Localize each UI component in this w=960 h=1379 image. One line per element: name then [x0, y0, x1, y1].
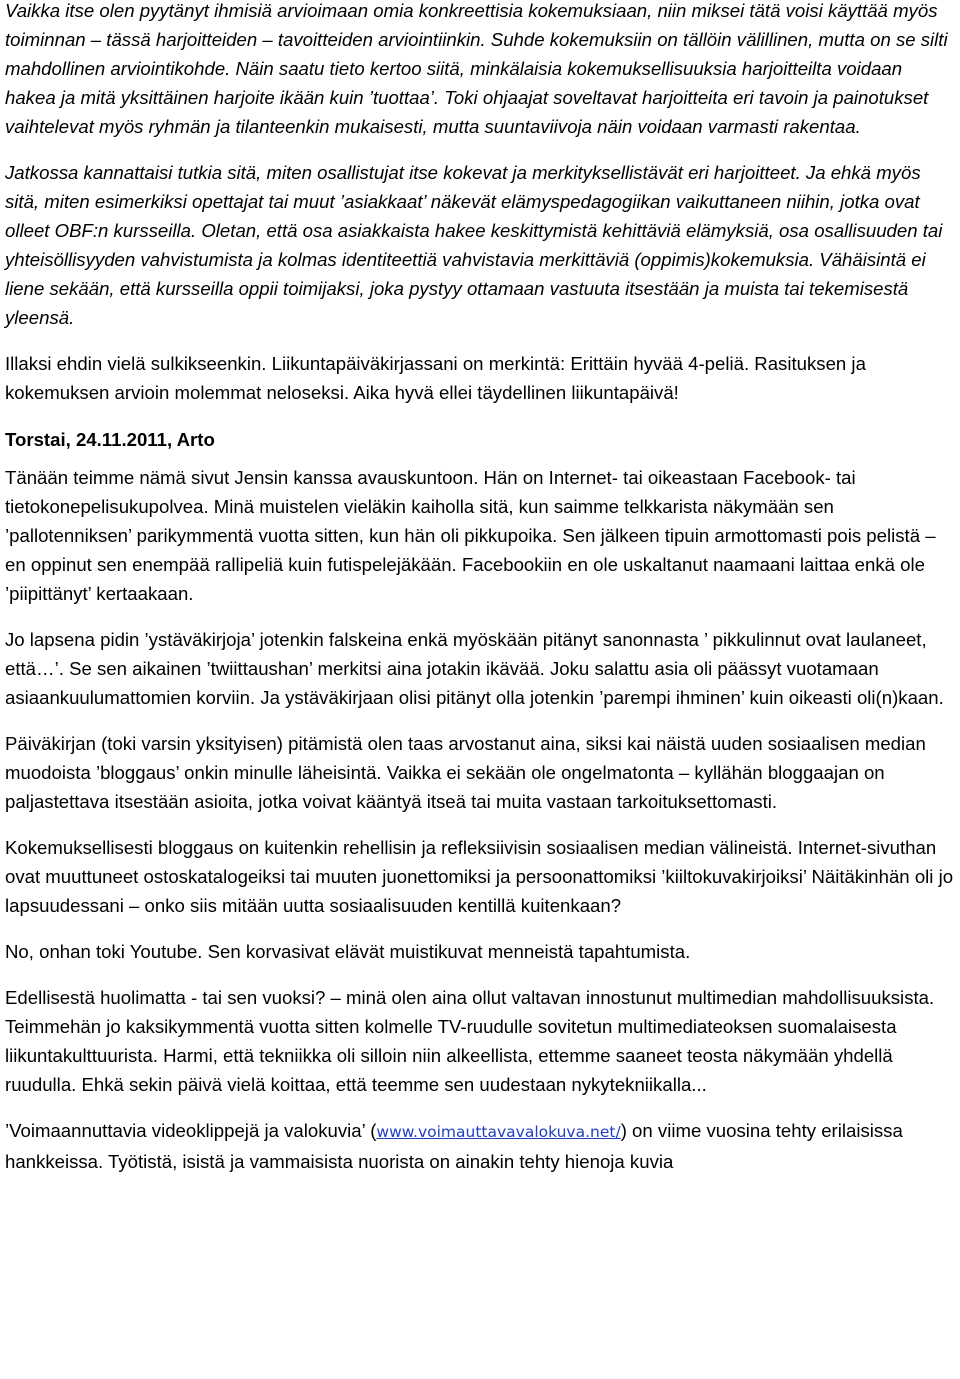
paragraph-text-after-link: ) on viime vuosina tehty erilaisissa hankkeissa. Työtistä, isistä ja vammaisista nuorista on ainakin tehty hienoja kuvia: [5, 1120, 903, 1172]
voimauttava-valokuva-link[interactable]: www.voimauttavavalokuva.net/: [376, 1123, 621, 1141]
paragraph-blogging: Kokemuksellisesti bloggaus on kuitenkin rehellisin ja refleksiivisin sosiaalisen median välineistä. Internet-sivuthan ovat muuttuneet ostoskatalogeiksi tai muuten juonettomiksi ja persoonattomiksi ’kiiltokuvakirjoiksi’ Näitäkinhän oli jo lapsuudessani – onko siis mitään uutta sosiaalisuuden kentillä kuitenkaan?: [5, 837, 954, 916]
paragraph-multimedia: Edellisestä huolimatta - tai sen vuoksi? – minä olen aina ollut valtavan innostunut multimedian mahdollisuuksista. Teimmehän jo kaksikymmentä vuotta sitten kolmelle TV-ruudulle sovitetun multimediateoksen suomalaisesta liikuntakulttuurista. Harmi, että tekniikka oli silloin niin alkeellista, ettemme saaneet teosta näkymään yhdellä ruudulla. Ehkä sekin päivä vielä koittaa, että teemme sen uudestaan nykytekniikalla...: [5, 987, 935, 1095]
paragraph-empowering-videos: [5, 1116, 956, 1176]
paragraph-diary: Päiväkirjan (toki varsin yksityisen) pitämistä olen taas arvostanut aina, siksi kai näistä uuden sosiaalisen median muodoista ’bloggaus’ onkin minulle läheisintä. Vaikka ei sekään ole ongelmatonta – kyllähän bloggaajan on paljastettava itsestään asioita, jotka voivat kääntyä itseä tai muita vastaan tarkoituksettomasti.: [5, 733, 926, 812]
paragraph-badminton: Illaksi ehdin vielä sulkikseenkin. Liikuntapäiväkirjassani on merkintä: Erittäin hyvää 4-peliä. Rasituksen ja kokemuksen arvioin molemmat neloseksi. Aika hyvä ellei täydellinen liikuntapäivä!: [5, 353, 866, 403]
paragraph-self-evaluation: Vaikka itse olen pyytänyt ihmisiä arvioimaan omia konkreettisia kokemuksiaan, niin miksei tätä voisi käyttää myös toiminnan – tässä harjoitteiden – tavoitteiden arviointiinkin. Suhde kokemuksiin on tällöin välillinen, mutta on se silti mahdollinen arviointikohde. Näin saatu tieto kertoo siitä, minkälaisia kokemuksellisuuksia harjoitteilta voidaan hakea ja mitä yksittäinen harjoite ikään kuin ’tuottaa’. Toki ohjaajat soveltavat harjoitteita eri tavoin ja painotukset vaihtelevat myös ryhmän ja tilanteenkin mukaisesti, mutta suuntaviivoja näin voidaan varmasti rakentaa.: [5, 0, 948, 137]
paragraph-friend-books: Jo lapsena pidin ’ystäväkirjoja’ jotenkin falskeina enkä myöskään pitänyt sanonnasta ’ pikkulinnut ovat laulaneet, että…’. Se sen aikainen ’twiittaushan’ merkitsi aina jotakin ikävää. Joku salattu asia oli päässyt vuotamaan asiaankuulumattomien korviin. Ja ystäväkirjaan olisi pitänyt olla jotenkin ’parempi ihminen’ kuin oikeasti oli(n)kaan.: [5, 629, 944, 708]
paragraph-youtube: No, onhan toki Youtube. Sen korvasivat elävät muistikuvat menneistä tapahtumista.: [5, 941, 691, 962]
entry-date-heading: Torstai, 24.11.2011, Arto: [5, 429, 215, 450]
paragraph-site-opening: Tänään teimme nämä sivut Jensin kanssa avauskuntoon. Hän on Internet- tai oikeastaan Facebook- tai tietokonepelisukupolvea. Minä muistelen vieläkin kaiholla sitä, kun saimme telkkarista näkymään sen ’pallotenniksen’ parikymmentä vuotta sitten, kun hän oli pikkupoika. Sen jälkeen tipuin armottomasti pois pelistä – en oppinut sen enempää rallipeliä kuin futispelejäkään. Facebookiin en ole uskaltanut naamaani laittaa enkä ole ’piipittänyt’ kertaakaan.: [5, 467, 936, 604]
paragraph-text-before-link: ’Voimaannuttavia videoklippejä ja valokuvia’ (: [5, 1120, 377, 1141]
paragraph-future-research: Jatkossa kannattaisi tutkia sitä, miten osallistujat itse kokevat ja merkityksellistävät eri harjoitteet. Ja ehkä myös sitä, miten esimerkiksi opettajat tai muut ’asiakkaat’ näkevät elämyspedagogiikan vaikuttaneen niihin, jotka ovat olleet OBF:n kursseilla. Oletan, että osa asiakkaista hakee keskittymistä kehittäviä elämyksiä, osa osallisuuden tai yhteisöllisyyden vahvistumista ja kolmas identiteettiä vahvistavia merkittäviä (oppimis)kokemuksia. Vähäisintä ei liene sekään, että kursseilla oppii toimijaksi, joka pystyy ottamaan vastuuta itsestään ja muista tai tekemisestä yleensä.: [5, 162, 943, 328]
